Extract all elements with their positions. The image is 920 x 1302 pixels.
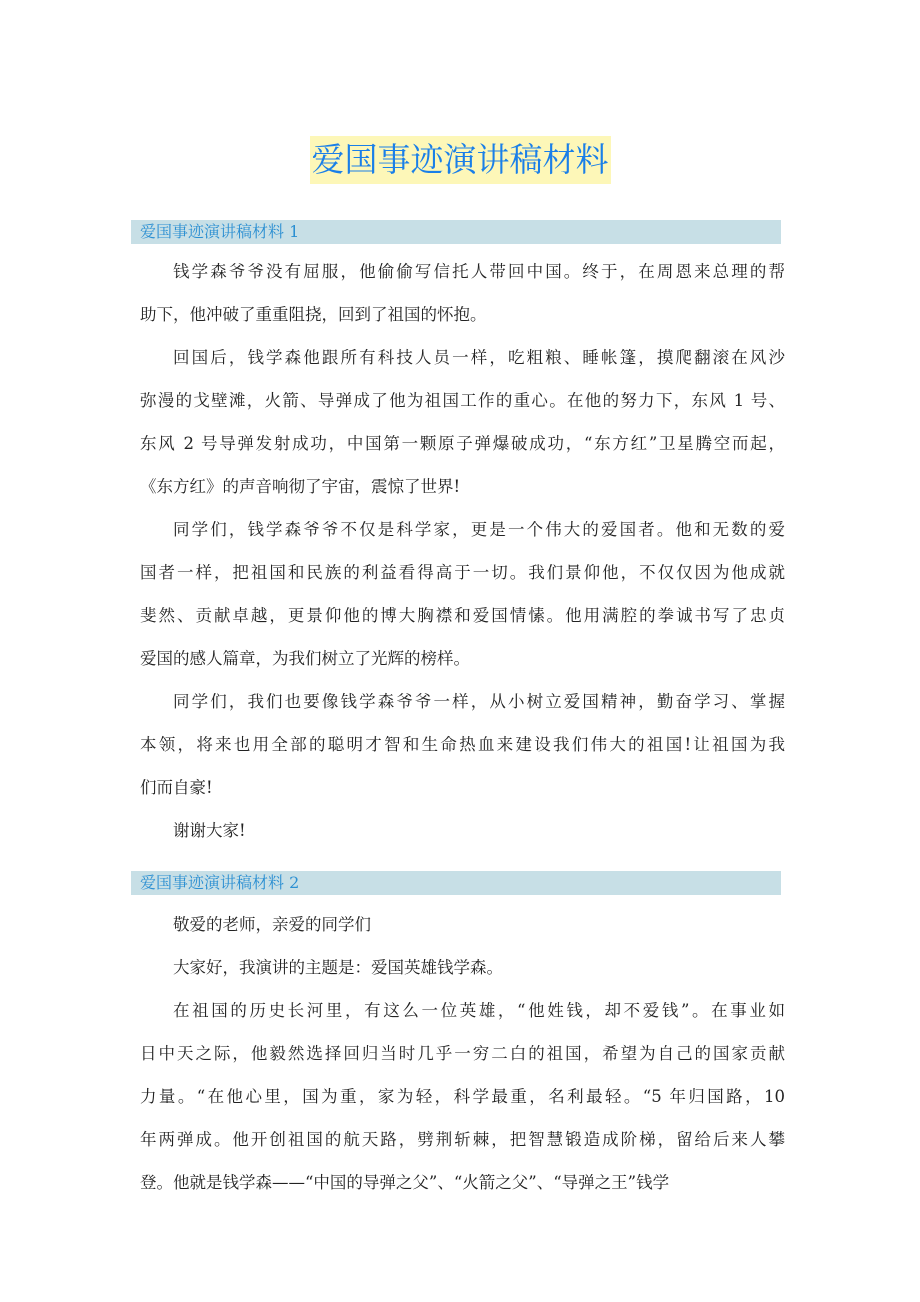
text-line: 国者一样，把祖国和民族的利益看得高于一切。我们景仰他，不仅仅因为他成就 bbox=[140, 563, 785, 582]
text-line: 东风 2 号导弹发射成功，中国第一颗原子弹爆破成功，“东方红”卫星腾空而起， bbox=[140, 434, 785, 453]
text-line: 《东方红》的声音响彻了宇宙，震惊了世界! bbox=[140, 477, 461, 496]
text-line: 本领，将来也用全部的聪明才智和生命热血来建设我们伟大的祖国!让祖国为我 bbox=[140, 735, 785, 754]
paragraph bbox=[140, 809, 785, 852]
text-line: 敬爱的老师，亲爱的同学们 bbox=[173, 915, 371, 934]
section-body-1 bbox=[140, 250, 785, 852]
paragraph bbox=[140, 680, 785, 809]
section-body-2 bbox=[140, 903, 785, 1204]
document-title-wrap bbox=[0, 136, 920, 184]
paragraph bbox=[140, 250, 785, 336]
section-heading-1: 爱国事迹演讲稿材料 1 bbox=[131, 220, 781, 244]
text-line: 在祖国的历史长河里，有这么一位英雄，“他姓钱，却不爱钱”。在事业如 bbox=[173, 1001, 785, 1020]
text-line: 同学们，我们也要像钱学森爷爷一样，从小树立爱国精神，勤奋学习、掌握 bbox=[173, 692, 785, 711]
paragraph bbox=[140, 336, 785, 508]
text-line: 弥漫的戈壁滩，火箭、导弹成了他为祖国工作的重心。在他的努力下，东风 1 号、 bbox=[140, 391, 785, 410]
text-line: 同学们，钱学森爷爷不仅是科学家，更是一个伟大的爱国者。他和无数的爱 bbox=[173, 520, 785, 539]
paragraph bbox=[140, 508, 785, 680]
section-heading-2: 爱国事迹演讲稿材料 2 bbox=[131, 871, 781, 895]
paragraph bbox=[140, 903, 785, 946]
paragraph bbox=[140, 989, 785, 1204]
text-line: 登。他就是钱学森——“中国的导弹之父”、“火箭之父”、“导弹之王”钱学 bbox=[140, 1173, 670, 1192]
document-title: 爱国事迹演讲稿材料 bbox=[310, 136, 611, 184]
text-line: 助下，他冲破了重重阻挠，回到了祖国的怀抱。 bbox=[140, 305, 487, 324]
paragraph bbox=[140, 946, 785, 989]
text-line: 日中天之际，他毅然选择回归当时几乎一穷二白的祖国，希望为自己的国家贡献 bbox=[140, 1044, 785, 1063]
text-line: 钱学森爷爷没有屈服，他偷偷写信托人带回中国。终于，在周恩来总理的帮 bbox=[173, 262, 785, 281]
text-line: 爱国的感人篇章，为我们树立了光辉的榜样。 bbox=[140, 649, 470, 668]
text-line: 力量。“在他心里，国为重，家为轻，科学最重，名利最轻。“5 年归国路，10 bbox=[140, 1087, 785, 1106]
text-line: 们而自豪! bbox=[140, 778, 213, 797]
text-line: 谢谢大家! bbox=[173, 821, 246, 840]
text-line: 大家好，我演讲的主题是：爱国英雄钱学森。 bbox=[173, 958, 503, 977]
text-line: 回国后，钱学森他跟所有科技人员一样，吃粗粮、睡帐篷，摸爬翻滚在风沙 bbox=[173, 348, 785, 367]
text-line: 斐然、贡献卓越，更景仰他的博大胸襟和爱国情愫。他用满腔的拳诚书写了忠贞 bbox=[140, 606, 785, 625]
text-line: 年两弹成。他开创祖国的航天路，劈荆斩棘，把智慧锻造成阶梯，留给后来人攀 bbox=[140, 1130, 785, 1149]
